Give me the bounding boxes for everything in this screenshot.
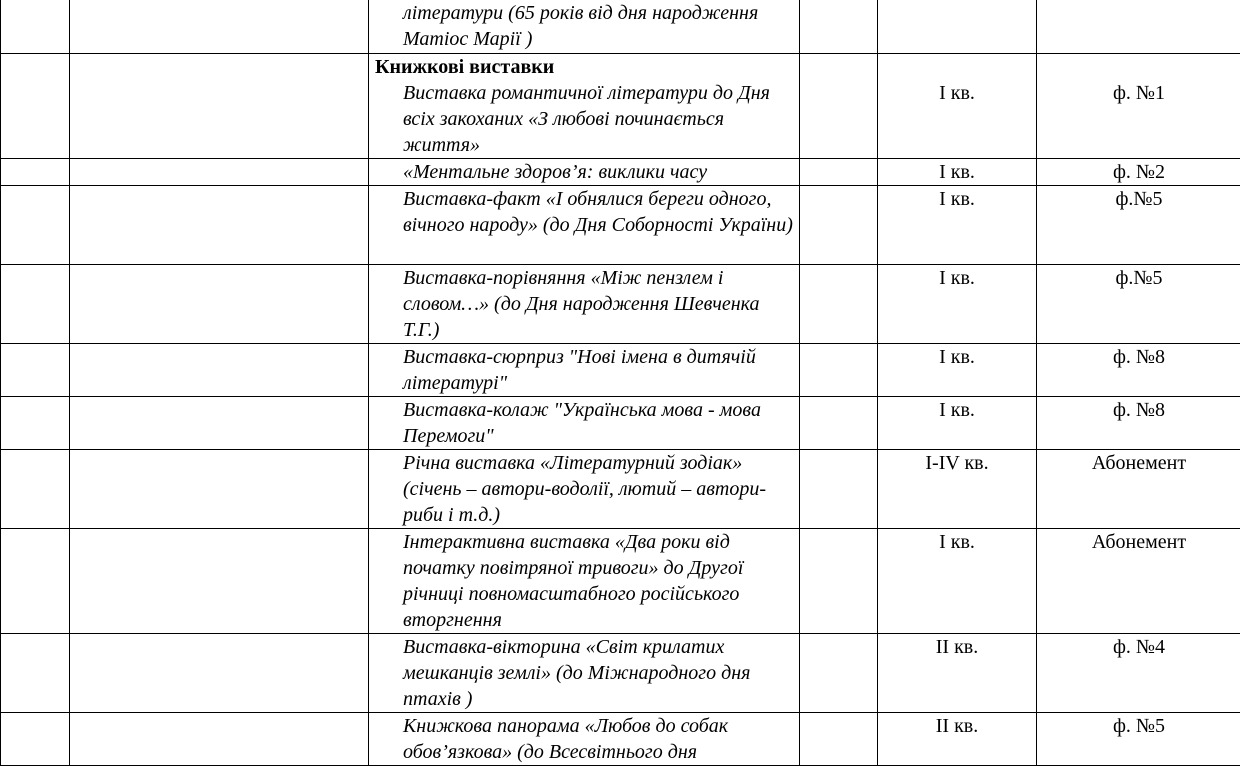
table-row bbox=[1, 186, 1240, 265]
event-title-cell: Інтерактивна виставка «Два роки від початку повітряної тривоги» до Другої річниці повномасштабного російського вторгнення bbox=[369, 529, 800, 634]
blank-cell bbox=[800, 450, 878, 529]
section-cell bbox=[70, 713, 369, 766]
section-cell bbox=[70, 344, 369, 397]
event-title-cell: Річна виставка «Літературний зодіак» (січень – автори-водолії, лютий – автори-риби і т.д.) bbox=[369, 450, 800, 529]
section-heading: Книжкові виставки bbox=[375, 54, 795, 80]
event-title-cell: Виставка-колаж "Українська мова - мова Перемоги" bbox=[369, 397, 800, 450]
place-cell: ф. №4 bbox=[1037, 634, 1240, 713]
event-title-cell bbox=[369, 54, 800, 159]
section-cell bbox=[70, 265, 369, 344]
number-cell bbox=[1, 54, 70, 159]
place-cell: Абонемент bbox=[1037, 529, 1240, 634]
place-cell bbox=[1037, 0, 1240, 54]
blank-cell bbox=[800, 713, 878, 766]
blank-cell bbox=[800, 186, 878, 265]
event-title-cell: Книжкова панорама «Любов до собак обов’язкова» (до Всесвітнього дня bbox=[369, 713, 800, 766]
table-row bbox=[1, 265, 1240, 344]
table-row bbox=[1, 54, 1240, 159]
section-cell bbox=[70, 159, 369, 186]
blank-cell bbox=[800, 529, 878, 634]
quarter-cell bbox=[878, 0, 1037, 54]
section-cell bbox=[70, 0, 369, 54]
section-cell bbox=[70, 54, 369, 159]
blank-cell bbox=[800, 0, 878, 54]
number-cell bbox=[1, 344, 70, 397]
quarter-cell: І кв. bbox=[878, 265, 1037, 344]
table-row bbox=[1, 713, 1240, 766]
table-row bbox=[1, 529, 1240, 634]
quarter-cell: І кв. bbox=[878, 159, 1037, 186]
event-title-cell: «Ментальне здоров’я: виклики часу bbox=[369, 159, 800, 186]
section-cell bbox=[70, 397, 369, 450]
number-cell bbox=[1, 265, 70, 344]
place-cell: ф. №2 bbox=[1037, 159, 1240, 186]
quarter-cell: І кв. bbox=[878, 344, 1037, 397]
event-title-cell: Виставка-вікторина «Світ крилатих мешканців землі» (до Міжнародного дня птахів ) bbox=[369, 634, 800, 713]
blank-cell bbox=[800, 265, 878, 344]
number-cell bbox=[1, 0, 70, 54]
place-cell: ф. №5 bbox=[1037, 713, 1240, 766]
event-title-cell: Виставка-порівняння «Між пензлем і словом…» (до Дня народження Шевченка Т.Г.) bbox=[369, 265, 800, 344]
event-title-cell: Виставка-сюрприз "Нові імена в дитячій літературі" bbox=[369, 344, 800, 397]
quarter-cell: I-IV кв. bbox=[878, 450, 1037, 529]
blank-cell bbox=[800, 54, 878, 159]
blank-cell bbox=[800, 634, 878, 713]
number-cell bbox=[1, 397, 70, 450]
quarter-cell: І кв. bbox=[878, 397, 1037, 450]
event-title-cell: літератури (65 років від дня народження Матіос Марії ) bbox=[369, 0, 800, 54]
section-cell bbox=[70, 529, 369, 634]
table-row bbox=[1, 634, 1240, 713]
quarter-cell: ІІ кв. bbox=[878, 634, 1037, 713]
place-value: ф. №1 bbox=[1113, 82, 1165, 104]
place-cell: ф.№5 bbox=[1037, 186, 1240, 265]
number-cell bbox=[1, 186, 70, 265]
blank-cell bbox=[800, 397, 878, 450]
table-row bbox=[1, 397, 1240, 450]
blank-cell bbox=[800, 159, 878, 186]
table-row bbox=[1, 0, 1240, 54]
table-row bbox=[1, 159, 1240, 186]
table-row bbox=[1, 344, 1240, 397]
quarter-cell bbox=[878, 54, 1037, 159]
event-title-cell: Виставка-факт «І обнялися береги одного, вічного народу» (до Дня Соборності України) bbox=[369, 186, 800, 265]
place-cell: Абонемент bbox=[1037, 450, 1240, 529]
place-cell bbox=[1037, 54, 1240, 159]
table-row bbox=[1, 450, 1240, 529]
section-cell bbox=[70, 634, 369, 713]
number-cell bbox=[1, 450, 70, 529]
quarter-cell: ІІ кв. bbox=[878, 713, 1037, 766]
number-cell bbox=[1, 634, 70, 713]
quarter-value: І кв. bbox=[939, 82, 975, 104]
number-cell bbox=[1, 159, 70, 186]
quarter-cell: І кв. bbox=[878, 186, 1037, 265]
place-cell: ф. №8 bbox=[1037, 397, 1240, 450]
blank-cell bbox=[800, 344, 878, 397]
section-cell bbox=[70, 186, 369, 265]
place-cell: ф. №8 bbox=[1037, 344, 1240, 397]
place-cell: ф.№5 bbox=[1037, 265, 1240, 344]
number-cell bbox=[1, 529, 70, 634]
number-cell bbox=[1, 713, 70, 766]
event-title: Виставка романтичної літератури до Дня всіх закоханих «З любові починається життя» bbox=[375, 80, 795, 158]
section-cell bbox=[70, 450, 369, 529]
quarter-cell: І кв. bbox=[878, 529, 1037, 634]
